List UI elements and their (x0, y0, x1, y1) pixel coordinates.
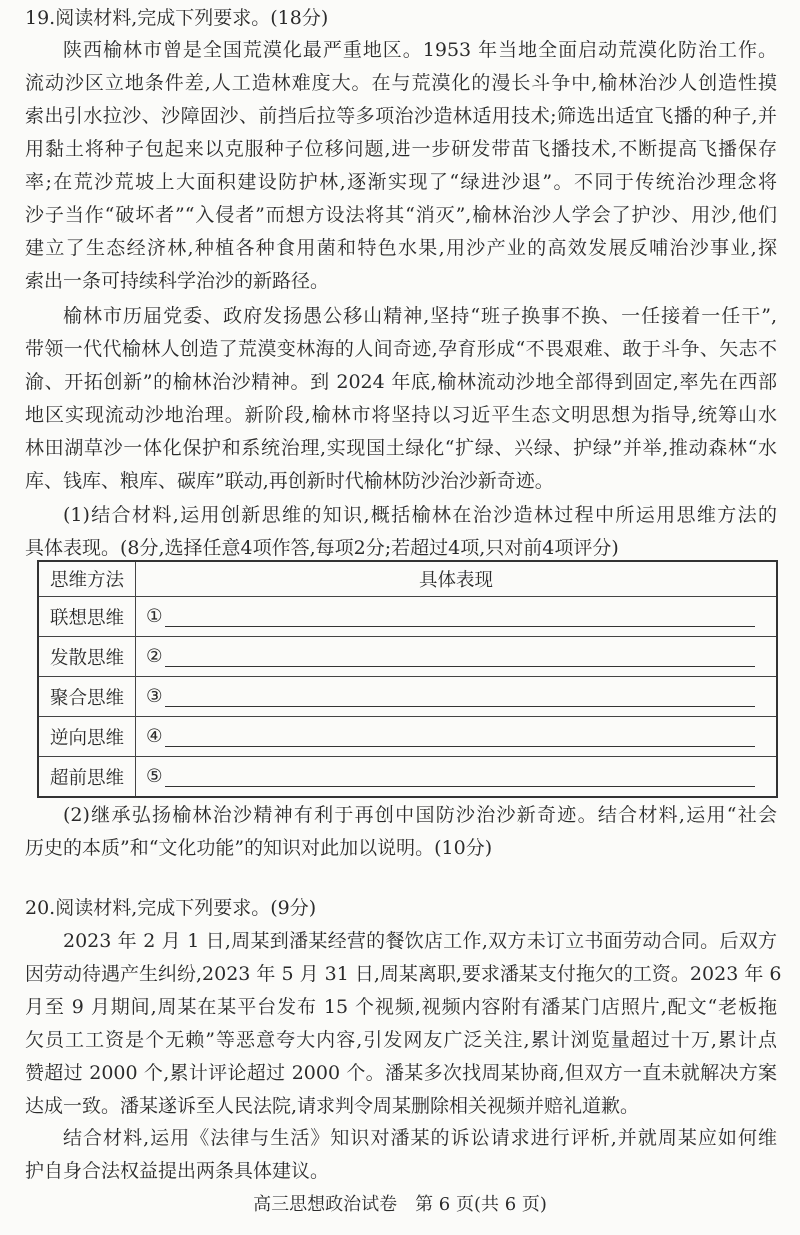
text-line: 建立了生态经济林,种植各种食用菌和特色水果,用沙产业的高效发展反哺治沙事业,探 (25, 237, 777, 259)
text-line: 因劳动待遇产生纠纷,2023 年 5 月 31 日,周某离职,要求潘某支付拖欠的工资。2023 年 6 (25, 963, 782, 985)
table-row (38, 637, 777, 677)
answer-cell (136, 757, 778, 798)
text-line: 欠员工工资是个无赖”等恶意夸大内容,引发网友广泛关注,累计浏览量超过十万,累计点 (25, 1029, 777, 1051)
text-line: 库、钱库、粮库、碳库”联动,再创新时代榆林防沙治沙新奇迹。 (25, 470, 554, 492)
method-cell: 联想思维 (38, 597, 136, 637)
q19-material-para1 (25, 34, 777, 298)
answer-cell (136, 677, 778, 717)
q19-sub2 (25, 799, 777, 865)
text-line: 索出引水拉沙、沙障固沙、前挡后拉等多项治沙造林适用技术;筛选出适宜飞播的种子,并 (25, 105, 777, 127)
text-line: 护自身合法权益提出两条具体建议。 (25, 1160, 330, 1182)
text-line: 渝、开拓创新”的榆林治沙精神。到 2024 年底,榆林流动沙地全部得到固定,率先在西部 (25, 371, 777, 393)
text-line: (2)继承弘扬榆林治沙精神有利于再创中国防沙治沙新奇迹。结合材料,运用“社会 (63, 804, 777, 826)
table-row (38, 677, 777, 717)
q20-title: 20.阅读材料,完成下列要求。(9分) (25, 897, 317, 919)
item-number: ③ (146, 685, 163, 707)
text-line: 具体表现。(8分,选择任意4项作答,每项2分;若超过4项,只对前4项评分) (25, 537, 619, 559)
table-row (38, 597, 777, 637)
method-cell: 发散思维 (38, 637, 136, 677)
q19-title: 19.阅读材料,完成下列要求。(18分) (25, 7, 329, 29)
text-line: 达成一致。潘某遂诉至人民法院,请求判令周某删除相关视频并赔礼道歉。 (25, 1095, 640, 1117)
item-number: ④ (146, 725, 163, 747)
q19-material-para2 (25, 300, 777, 498)
header-method: 思维方法 (38, 561, 136, 597)
text-line: 率;在荒沙荒坡上大面积建设防护林,逐渐实现了“绿进沙退”。不同于传统治沙理念将 (25, 171, 777, 193)
text-line: 林田湖草沙一体化保护和系统治理,实现国土绿化“扩绿、兴绿、护绿”并举,推动森林“水 (25, 437, 777, 459)
text-line: 带领一代代榆林人创造了荒漠变林海的人间奇迹,孕育形成“不畏艰难、敢于斗争、矢志不 (25, 338, 777, 360)
answer-cell (136, 597, 778, 637)
method-cell: 超前思维 (38, 757, 136, 798)
text-line: 用黏土将种子包起来以克服种子位移问题,进一步研发带苗飞播技术,不断提高飞播保存 (25, 138, 777, 160)
answer-blank[interactable] (165, 646, 755, 667)
text-line: 月至 9 月期间,周某在某平台发布 15 个视频,视频内容附有潘某门店照片,配文“老板拖 (25, 996, 777, 1018)
item-number: ⑤ (146, 765, 163, 787)
text-line: 2023 年 2 月 1 日,周某到潘某经营的餐饮店工作,双方未订立书面劳动合同。后双方 (63, 930, 777, 952)
text-line: 榆林市历届党委、政府发扬愚公移山精神,坚持“班子换事不换、一任接着一任干”, (63, 305, 777, 327)
answer-cell (136, 717, 778, 757)
text-line: 结合材料,运用《法律与生活》知识对潘某的诉讼请求进行评析,并就周某应如何维 (63, 1127, 777, 1149)
answer-blank[interactable] (165, 606, 755, 627)
answer-blank[interactable] (165, 726, 755, 747)
q20-title-block (25, 892, 777, 925)
text-line: 流动沙区立地条件差,人工造林难度大。在与荒漠化的漫长斗争中,榆林治沙人创造性摸 (25, 72, 777, 94)
q19-title-block (25, 2, 777, 35)
page-footer: 高三思想政治试卷 第 6 页(共 6 页) (253, 1194, 547, 1215)
answer-cell (136, 637, 778, 677)
text-line: 索出一条可持续科学治沙的新路径。 (25, 270, 330, 292)
q19-sub1 (25, 499, 777, 565)
text-line: 沙子当作“破坏者”“入侵者”而想方设法将其“消灭”,榆林治沙人学会了护沙、用沙,他们 (25, 204, 777, 226)
text-line: 陕西榆林市曾是全国荒漠化最严重地区。1953 年当地全面启动荒漠化防治工作。 (63, 39, 777, 61)
q20-question (25, 1122, 777, 1188)
table-row (38, 757, 777, 798)
answer-blank[interactable] (165, 766, 755, 787)
text-line: 地区实现流动沙地治理。新阶段,榆林市将坚持以习近平生态文明思想为指导,统筹山水 (25, 404, 777, 426)
header-performance: 具体表现 (136, 561, 778, 597)
text-line: (1)结合材料,运用创新思维的知识,概括榆林在治沙造林过程中所运用思维方法的 (63, 504, 777, 526)
text-line: 历史的本质”和“文化功能”的知识对此加以说明。(10分) (25, 837, 493, 859)
table-row (38, 717, 777, 757)
method-cell: 逆向思维 (38, 717, 136, 757)
thinking-methods-table (37, 560, 778, 798)
q20-material-para1 (25, 925, 782, 1123)
method-cell: 聚合思维 (38, 677, 136, 717)
text-line: 赞超过 2000 个,累计评论超过 2000 个。潘某多次找周某协商,但双方一直未就解决方案 (25, 1062, 777, 1084)
table-header-row (38, 561, 777, 597)
item-number: ① (146, 605, 163, 627)
item-number: ② (146, 645, 163, 667)
answer-blank[interactable] (165, 686, 755, 707)
